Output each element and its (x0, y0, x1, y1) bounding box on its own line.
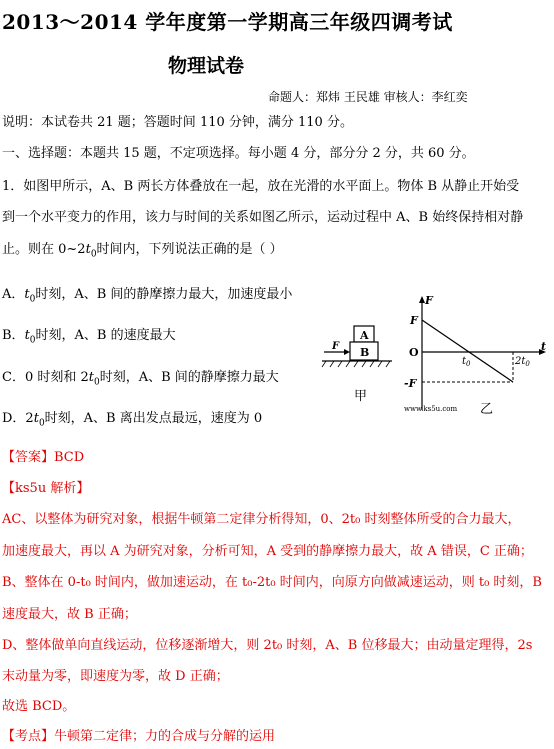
f-tick-label: F (410, 314, 418, 327)
knowledge-point: 【考点】牛顿第二定律；力的合成与分解的运用 (2, 729, 276, 744)
analysis-line-2: 加速度最大，再以 A 为研究对象，分析可知，A 受到的静摩擦力最大，故 A 错误，C 正确； (2, 544, 533, 559)
option-d: D．$2t_0$时刻，A、B 离出发点最远，速度为 0 (2, 411, 263, 429)
exam-note: 说明：本试卷共 21 题；答题时间 110 分钟，满分 110 分。 (2, 115, 353, 130)
block-a-label: A (360, 329, 369, 342)
f-axis-label: F (425, 294, 433, 307)
analysis-line-4: 速度最大，故 B 正确； (2, 607, 137, 622)
figure-jia (318, 318, 398, 408)
t-axis-label: t (541, 340, 547, 353)
option-c: C．0 时刻和 $2t_0$时刻，A、B 间的静摩擦力最大 (2, 370, 279, 388)
option-a: A．$t_0$时刻，A、B 间的静摩擦力最大，加速度最小 (2, 287, 293, 305)
question-line-2: 到一个水平变力的作用，该力与时间的关系如图乙所示，运动过程中 A、B 始终保持相对静 (2, 210, 524, 225)
force-line (422, 320, 513, 382)
page-title: 2013～2014 学年度第一学期高三年级四调考试 (2, 10, 453, 34)
figure-jia-label: 甲 (354, 389, 368, 404)
t2-label: $2t_0$ (515, 356, 530, 368)
answer-line: 【答案】BCD (2, 450, 85, 465)
question-line-1: 1．如图甲所示，A、B 两长方体叠放在一起，放在光滑的水平面上。物体 B 从静止开始受 (2, 179, 520, 194)
arrowhead-icon (344, 349, 350, 355)
analysis-line-5: D、整体做单向直线运动，位移逐渐增大，则 2t₀ 时刻，A、B 位移最大；由动量定理得，2s (2, 638, 533, 653)
question-line-3: 止。则在 $0\sim 2t_0$时间内，下列说法正确的是（ ） (2, 242, 283, 260)
analysis-line-7: 故选 BCD。 (2, 699, 76, 714)
figure-yi-label: 乙 (480, 402, 494, 417)
ground-hatch (322, 361, 390, 367)
analysis-tag: 【ks5u 解析】 (2, 481, 90, 496)
authors-line: 命题人：郑炜 王民雄 审核人：李红奕 (268, 90, 468, 104)
page-subtitle: 物理试卷 (168, 55, 245, 77)
section-heading: 一、选择题：本题共 15 题，不定项选择。每小题 4 分，部分分 2 分，共 60 分。 (2, 146, 475, 161)
analysis-line-1: AC、以整体为研究对象，根据牛顿第二定律分析得知，0、2t₀ 时刻整体所受的合力最大， (2, 512, 521, 527)
t0-label: $t_0$ (462, 356, 471, 368)
watermark: www.ks5u.com (404, 405, 458, 413)
origin-label: O (409, 346, 419, 359)
analysis-line-6: 末动量为零，即速度为零，故 D 正确； (2, 669, 229, 684)
figure-yi (396, 292, 551, 420)
analysis-line-3: B、整体在 0-t₀ 时间内，做加速运动，在 t₀-2t₀ 时间内，向原方向做减速运动，则 t₀ 时刻，B (2, 575, 542, 590)
neg-f-label: -F (404, 377, 417, 390)
option-b: B．$t_0$时刻，A、B 的速度最大 (2, 328, 176, 346)
block-b-label: B (360, 346, 370, 359)
force-label: F (332, 341, 340, 352)
